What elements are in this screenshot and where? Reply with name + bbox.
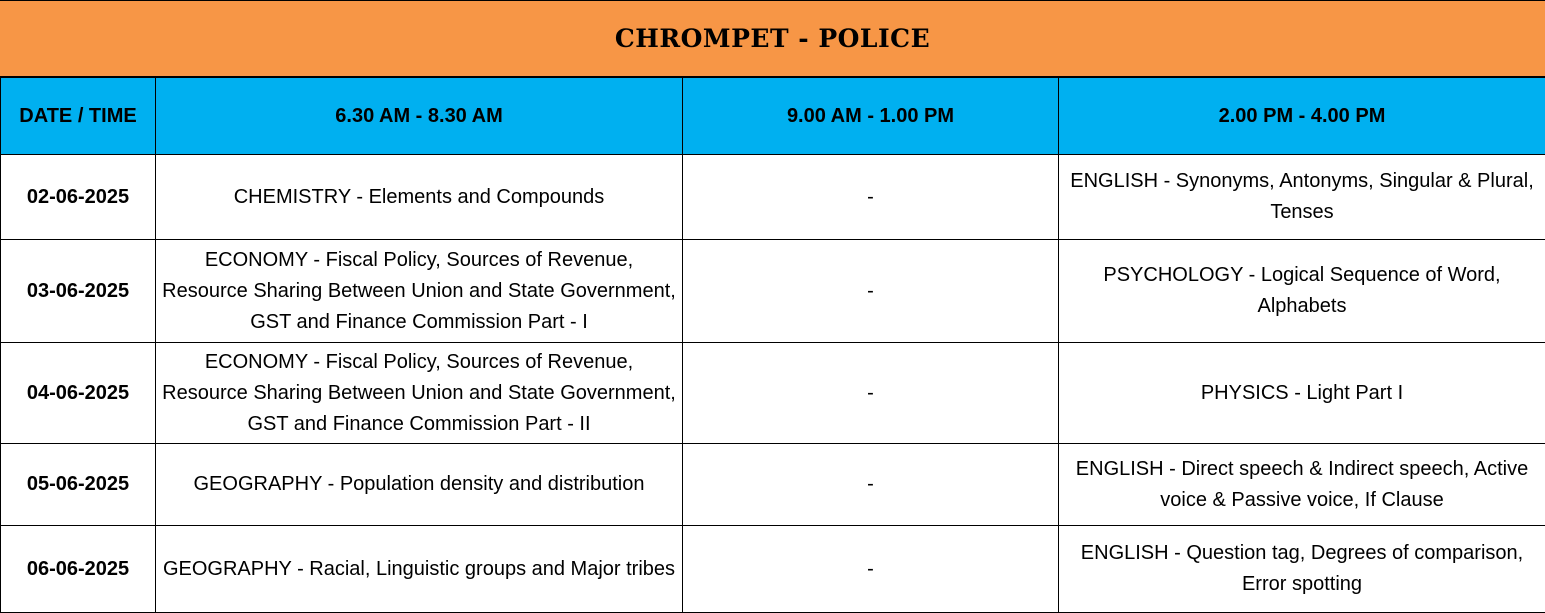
morning-subject-cell: GEOGRAPHY - Population density and distribution (156, 444, 683, 526)
page-title: CHROMPET - POLICE (0, 0, 1545, 77)
table-row (1, 155, 1545, 240)
header-slot-midday: 9.00 AM - 1.00 PM (683, 78, 1059, 155)
date-cell: 02-06-2025 (1, 155, 156, 240)
afternoon-subject-cell: PSYCHOLOGY - Logical Sequence of Word, Alphabets (1059, 240, 1545, 343)
table-row (1, 444, 1545, 526)
schedule-table (0, 77, 1545, 613)
date-cell: 05-06-2025 (1, 444, 156, 526)
morning-subject-cell: ECONOMY - Fiscal Policy, Sources of Revenue, Resource Sharing Between Union and State Government, GST and Finance Commission Part - I (156, 240, 683, 343)
morning-subject-cell: GEOGRAPHY - Racial, Linguistic groups and Major tribes (156, 526, 683, 613)
table-row (1, 526, 1545, 613)
header-row (1, 78, 1545, 155)
midday-subject-cell: - (683, 240, 1059, 343)
afternoon-subject-cell: ENGLISH - Question tag, Degrees of comparison, Error spotting (1059, 526, 1545, 613)
morning-subject-cell: CHEMISTRY - Elements and Compounds (156, 155, 683, 240)
header-slot-afternoon: 2.00 PM - 4.00 PM (1059, 78, 1545, 155)
header-date-time: DATE / TIME (1, 78, 156, 155)
morning-subject-cell: ECONOMY - Fiscal Policy, Sources of Revenue, Resource Sharing Between Union and State Government, GST and Finance Commission Part - II (156, 343, 683, 444)
table-row (1, 240, 1545, 343)
header-slot-morning: 6.30 AM - 8.30 AM (156, 78, 683, 155)
midday-subject-cell: - (683, 444, 1059, 526)
date-cell: 04-06-2025 (1, 343, 156, 444)
midday-subject-cell: - (683, 343, 1059, 444)
date-cell: 06-06-2025 (1, 526, 156, 613)
afternoon-subject-cell: ENGLISH - Direct speech & Indirect speech, Active voice & Passive voice, If Clause (1059, 444, 1545, 526)
midday-subject-cell: - (683, 155, 1059, 240)
table-row (1, 343, 1545, 444)
date-cell: 03-06-2025 (1, 240, 156, 343)
afternoon-subject-cell: PHYSICS - Light Part I (1059, 343, 1545, 444)
midday-subject-cell: - (683, 526, 1059, 613)
afternoon-subject-cell: ENGLISH - Synonyms, Antonyms, Singular & Plural, Tenses (1059, 155, 1545, 240)
